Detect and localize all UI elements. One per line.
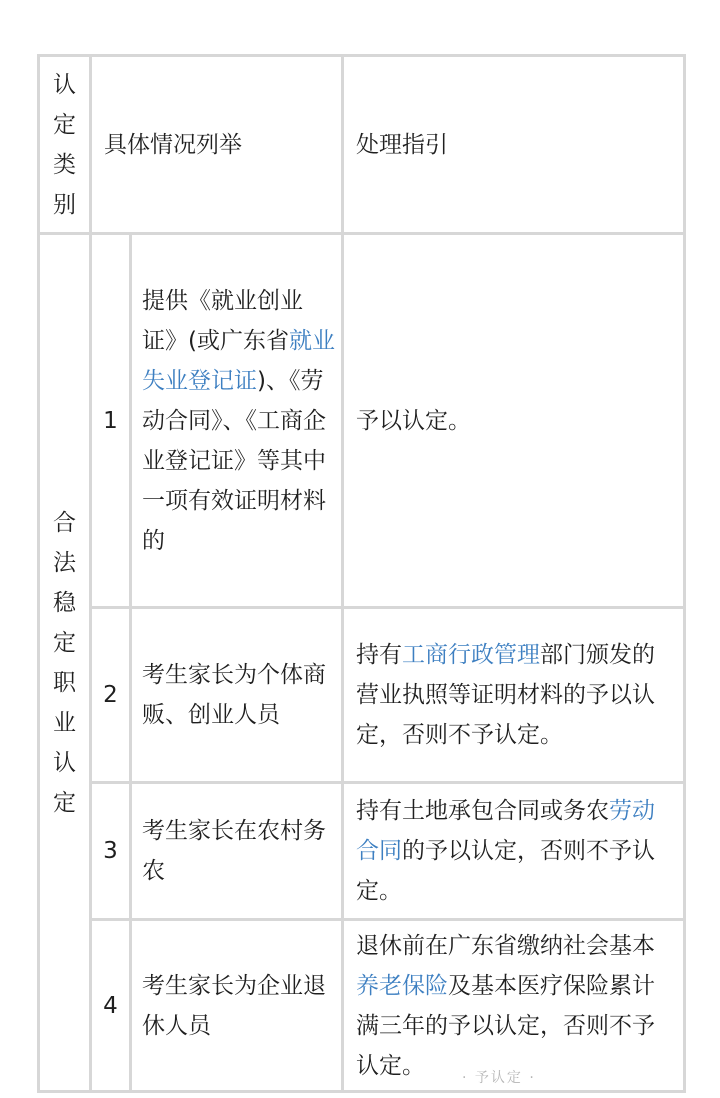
situation-text: 考生家长在农村务农 <box>142 818 326 884</box>
table-row <box>39 608 685 783</box>
table-row <box>39 783 685 920</box>
row-number: 2 <box>91 608 131 783</box>
header-category-char: 定 <box>53 111 76 138</box>
guidance-text: 部门颁发的营业执照等证明材料的予以认定，否则不予认定。 <box>356 642 655 748</box>
situation-cell <box>131 783 343 920</box>
guidance-text: 的予以认定，否则不予认定。 <box>356 838 655 904</box>
guidance-cell <box>343 608 685 783</box>
situation-text: 提供《就业创业证》(或广东省 <box>142 287 303 354</box>
policy-table <box>37 54 686 1093</box>
guidance-text: 持有 <box>356 642 402 668</box>
header-category-char: 别 <box>53 191 76 218</box>
header-row <box>39 56 685 234</box>
category-char: 法 <box>53 549 76 576</box>
situation-text: 考生家长为个体商贩、创业人员 <box>142 662 326 728</box>
category-char: 职 <box>53 669 76 696</box>
guidance-text: 退休前在广东省缴纳社会基本 <box>356 932 655 959</box>
guidance-cell <box>343 920 685 1092</box>
category-cell <box>39 234 91 1092</box>
watermark: · 予认定 · <box>462 1070 536 1086</box>
guidance-link[interactable]: 劳动合同 <box>356 798 655 864</box>
header-situation: 具体情况列举 <box>91 56 343 234</box>
row-number: 4 <box>91 920 131 1092</box>
guidance-text: 持有土地承包合同或务农 <box>356 798 609 824</box>
guidance-cell <box>343 783 685 920</box>
guidance-cell <box>343 234 685 608</box>
guidance-link[interactable]: 工商行政管理 <box>402 642 540 668</box>
header-guidance: 处理指引 <box>343 56 685 234</box>
category-char: 认 <box>53 749 76 776</box>
situation-cell <box>131 234 343 608</box>
situation-text: 考生家长为企业退休人员 <box>142 972 326 1039</box>
guidance-text: 予以认定。 <box>356 407 471 434</box>
category-char: 稳 <box>53 589 76 616</box>
table-row <box>39 920 685 1092</box>
category-char: 定 <box>53 629 76 656</box>
header-category-char: 认 <box>53 71 76 98</box>
guidance-text: 及基本医疗保险累计满三年的予以认定，否则不予认定。 <box>356 972 655 1079</box>
category-char: 合 <box>53 509 76 536</box>
situation-cell <box>131 920 343 1092</box>
category-char: 定 <box>53 789 76 816</box>
header-category-cell <box>39 56 91 234</box>
row-number: 1 <box>91 234 131 608</box>
guidance-link[interactable]: 养老保险 <box>356 972 448 999</box>
policy-table-frame <box>37 54 683 1098</box>
situation-link[interactable]: 就业失业登记证 <box>142 327 335 394</box>
header-category-char: 类 <box>53 151 76 178</box>
situation-text: )、《劳动合同》、《工商企业登记证》等其中一项有效证明材料的 <box>142 367 326 554</box>
category-char: 业 <box>53 709 76 736</box>
table-row <box>39 234 685 608</box>
situation-cell <box>131 608 343 783</box>
row-number: 3 <box>91 783 131 920</box>
